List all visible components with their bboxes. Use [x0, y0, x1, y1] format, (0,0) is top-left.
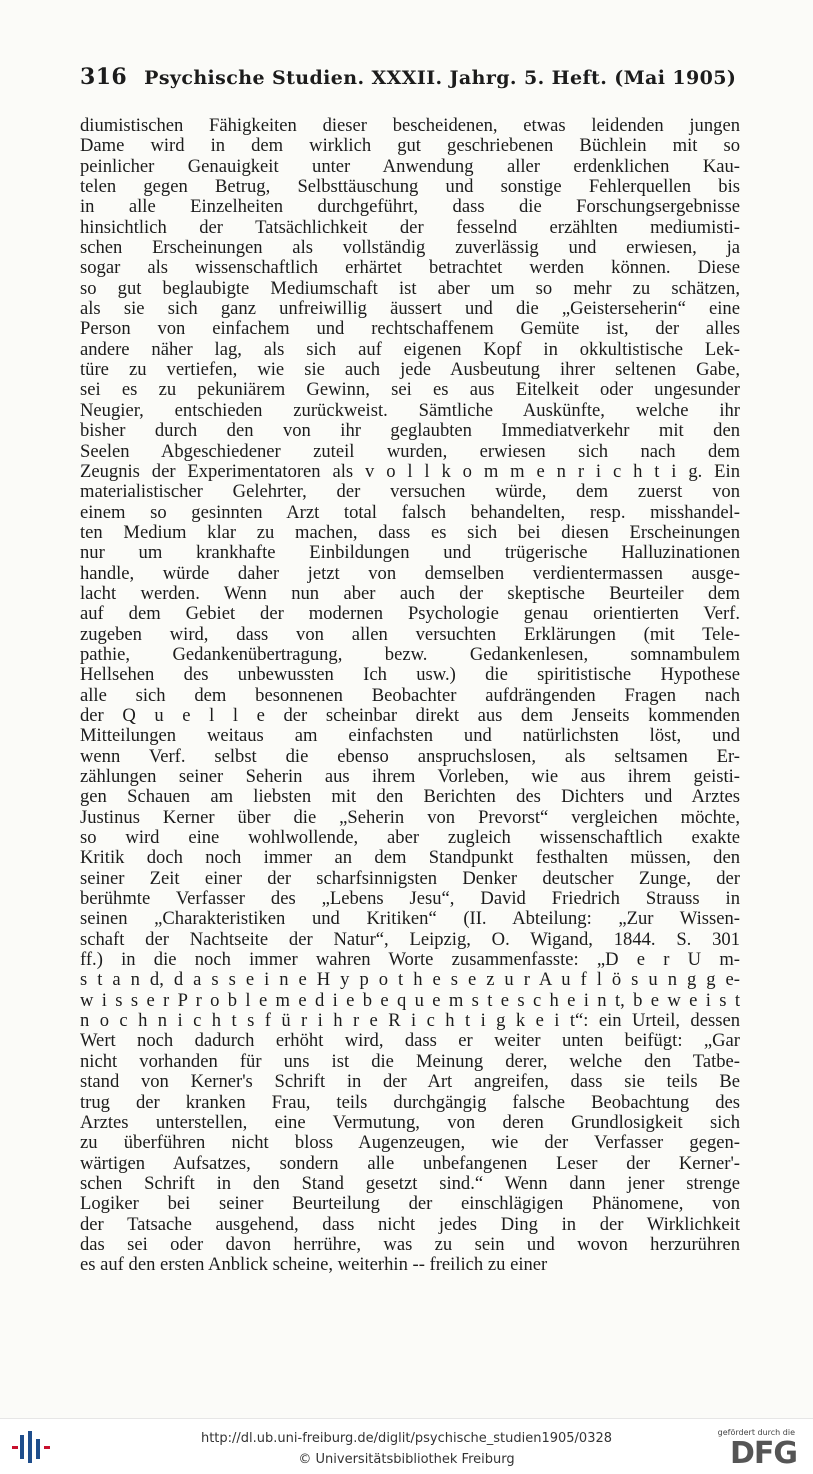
- text-line: trug der kranken Frau, teils durchgängig falsche Beobachtung des: [80, 1092, 740, 1113]
- text-line: sei es zu pekuniärem Gewinn, sei es aus Eitelkeit oder ungesunder: [80, 380, 740, 401]
- text-line: nicht vorhanden für uns ist die Meinung derer, welche den Tatbe-: [80, 1051, 740, 1072]
- text-line: so gut beglaubigte Mediumschaft ist aber um so mehr zu schätzen,: [80, 278, 740, 299]
- text-line: das sei oder davon herrühre, was zu sein und wovon herzurühren: [80, 1234, 740, 1255]
- text-line: Hellsehen des unbewussten Ich usw.) die spiritistische Hypothese: [80, 665, 740, 686]
- text-line: türe zu vertiefen, wie sie auch jede Ausbeutung ihrer seltenen Gabe,: [80, 360, 740, 381]
- text-line: berühmte Verfasser des „Lebens Jesu“, David Friedrich Strauss in: [80, 889, 740, 910]
- text-line: der Tatsache ausgehend, dass nicht jedes Ding in der Wirklichkeit: [80, 1214, 740, 1235]
- text-line: ten Medium klar zu machen, dass es sich bei diesen Erscheinungen: [80, 522, 740, 543]
- text-line: s t a n d, d a s s e i n e H y p o t h e s e z u r A u f l ö s u n g g e-: [80, 970, 740, 991]
- text-line: auf dem Gebiet der modernen Psychologie genau orientierten Verf.: [80, 604, 740, 625]
- text-line: wärtigen Aufsatzes, sondern alle unbefangenen Leser der Kerner'-: [80, 1153, 740, 1174]
- text-line: nur um krankhafte Einbildungen und trügerische Halluzinationen: [80, 543, 740, 564]
- text-line: Kritik doch noch immer an dem Standpunkt festhalten müssen, den: [80, 848, 740, 869]
- page-number: 316: [80, 64, 128, 90]
- text-line: bisher durch den von ihr geglaubten Immediatverkehr mit den: [80, 421, 740, 442]
- text-line: Seelen Abgeschiedener zuteil wurden, erwiesen sich nach dem: [80, 441, 740, 462]
- text-line: peinlicher Genauigkeit unter Anwendung aller erdenklichen Kau-: [80, 156, 740, 177]
- running-head: [80, 64, 737, 90]
- text-line: Arztes unterstellen, eine Vermutung, von deren Grundlosigkeit sich: [80, 1112, 740, 1133]
- footer-bar: [0, 1418, 813, 1474]
- text-line: telen gegen Betrug, Selbsttäuschung und sonstige Fehlerquellen bis: [80, 177, 740, 198]
- text-line: sogar als wissenschaftlich erhärtet betrachtet werden können. Diese: [80, 258, 740, 279]
- text-line: zählungen seiner Seherin aus ihrem Vorleben, wie aus ihrem geisti-: [80, 767, 740, 787]
- text-line: w i s s e r P r o b l e m e d i e b e q u e m s t e s c h e i n t, b e w e i s t: [80, 990, 740, 1011]
- text-line: materialistischer Gelehrter, der versuchen würde, dem zuerst von: [80, 482, 740, 503]
- text-line: Zeugnis der Experimentatoren als v o l l k o m m e n r i c h t i g. Ein: [80, 461, 740, 482]
- text-line: lacht werden. Wenn nun aber auch der skeptische Beurteiler dem: [80, 583, 740, 604]
- dfg-tagline: gefördert durch die: [717, 1428, 795, 1437]
- text-line: seinen „Charakteristiken und Kritiken“ (II. Abteilung: „Zur Wissen-: [80, 909, 740, 930]
- text-line: als sie sich ganz unfreiwillig äussert und die „Geisterseherin“ eine: [80, 299, 740, 320]
- text-line: n o c h n i c h t s f ü r i h r e R i c h t i g k e i t“: ein Urteil, dessen: [80, 1011, 740, 1032]
- text-line: Neugier, entschieden zurückweist. Sämtliche Auskünfte, welche ihr: [80, 400, 740, 421]
- text-line: schen Erscheinungen als vollständig zuverlässig und erwiesen, ja: [80, 238, 740, 259]
- copyright-text: © Universitätsbibliothek Freiburg: [298, 1452, 515, 1467]
- text-line: in alle Einzelheiten durchgeführt, dass die Forschungsergebnisse: [80, 197, 740, 218]
- text-line: alle sich dem besonnenen Beobachter aufdrängenden Fragen nach: [80, 685, 740, 706]
- text-line: seiner Zeit einer der scharfsinnigsten Denker deutscher Zunge, der: [80, 868, 740, 889]
- text-line: andere näher lag, als sich auf eigenen Kopf in okkultistische Lek-: [80, 339, 740, 360]
- text-line: Mitteilungen weitaus am einfachsten und natürlichsten löst, und: [80, 726, 740, 747]
- text-line: handle, würde daher jetzt von demselben verdientermassen ausge-: [80, 563, 740, 584]
- text-line: hinsichtlich der Tatsächlichkeit der fesselnd erzählten mediumisti-: [80, 217, 740, 238]
- text-line: Justinus Kerner über die „Seherin von Prevorst“ vergleichen möchte,: [80, 807, 740, 828]
- dfg-logo-text: DFG: [729, 1436, 797, 1471]
- text-line: diumistischen Fähigkeiten dieser bescheidenen, etwas leidenden jungen: [80, 116, 740, 136]
- text-line: wenn Verf. selbst die ebenso anspruchslosen, als seltsamen Er-: [80, 746, 740, 767]
- text-line: Wert noch dadurch erhöht wird, dass er weiter unten beifügt: „Gar: [80, 1031, 740, 1052]
- text-line: Logiker bei seiner Beurteilung der einschlägigen Phänomene, von: [80, 1194, 740, 1215]
- text-line: so wird eine wohlwollende, aber zugleich wissenschaftlich exakte: [80, 828, 740, 849]
- source-url-link[interactable]: http://dl.ub.uni-freiburg.de/diglit/psychische_studien1905/0328: [200, 1431, 613, 1446]
- text-line: stand von Kerner's Schrift in der Art angreifen, dass sie teils Be: [80, 1072, 740, 1093]
- text-line: schen Schrift in den Stand gesetzt sind.“ Wenn dann jener strenge: [80, 1173, 740, 1194]
- text-line: ff.) in die noch immer wahren Worte zusammenfasste: „D e r U m-: [80, 950, 740, 971]
- text-line: schaft der Nachtseite der Natur“, Leipzig, O. Wigand, 1844. S. 301: [80, 929, 740, 950]
- body-text: [80, 116, 740, 1276]
- text-line: es auf den ersten Anblick scheine, weiterhin -- freilich zu einer: [80, 1255, 548, 1276]
- text-line: Person von einfachem und rechtschaffenem Gemüte ist, der alles: [80, 319, 740, 340]
- journal-header: Psychische Studien. XXXII. Jahrg. 5. Heft. (Mai 1905): [144, 67, 737, 89]
- text-line: einem so gesinnten Arzt total falsch behandelten, resp. misshandel-: [80, 502, 740, 523]
- text-line: zu überführen nicht bloss Augenzeugen, wie der Verfasser gegen-: [80, 1133, 740, 1154]
- text-line: Dame wird in dem wirklich gut geschriebenen Büchlein mit so: [80, 136, 740, 157]
- text-line: der Q u e l l e der scheinbar direkt aus dem Jenseits kommenden: [80, 705, 740, 726]
- text-line: gen Schauen am liebsten mit den Berichten des Dichters und Arztes: [80, 787, 740, 808]
- text-line: zugeben wird, dass von allen versuchten Erklärungen (mit Tele-: [80, 624, 740, 645]
- dfg-logo: [715, 1424, 805, 1470]
- text-line: pathie, Gedankenübertragung, bezw. Gedankenlesen, somnambulem: [80, 644, 740, 665]
